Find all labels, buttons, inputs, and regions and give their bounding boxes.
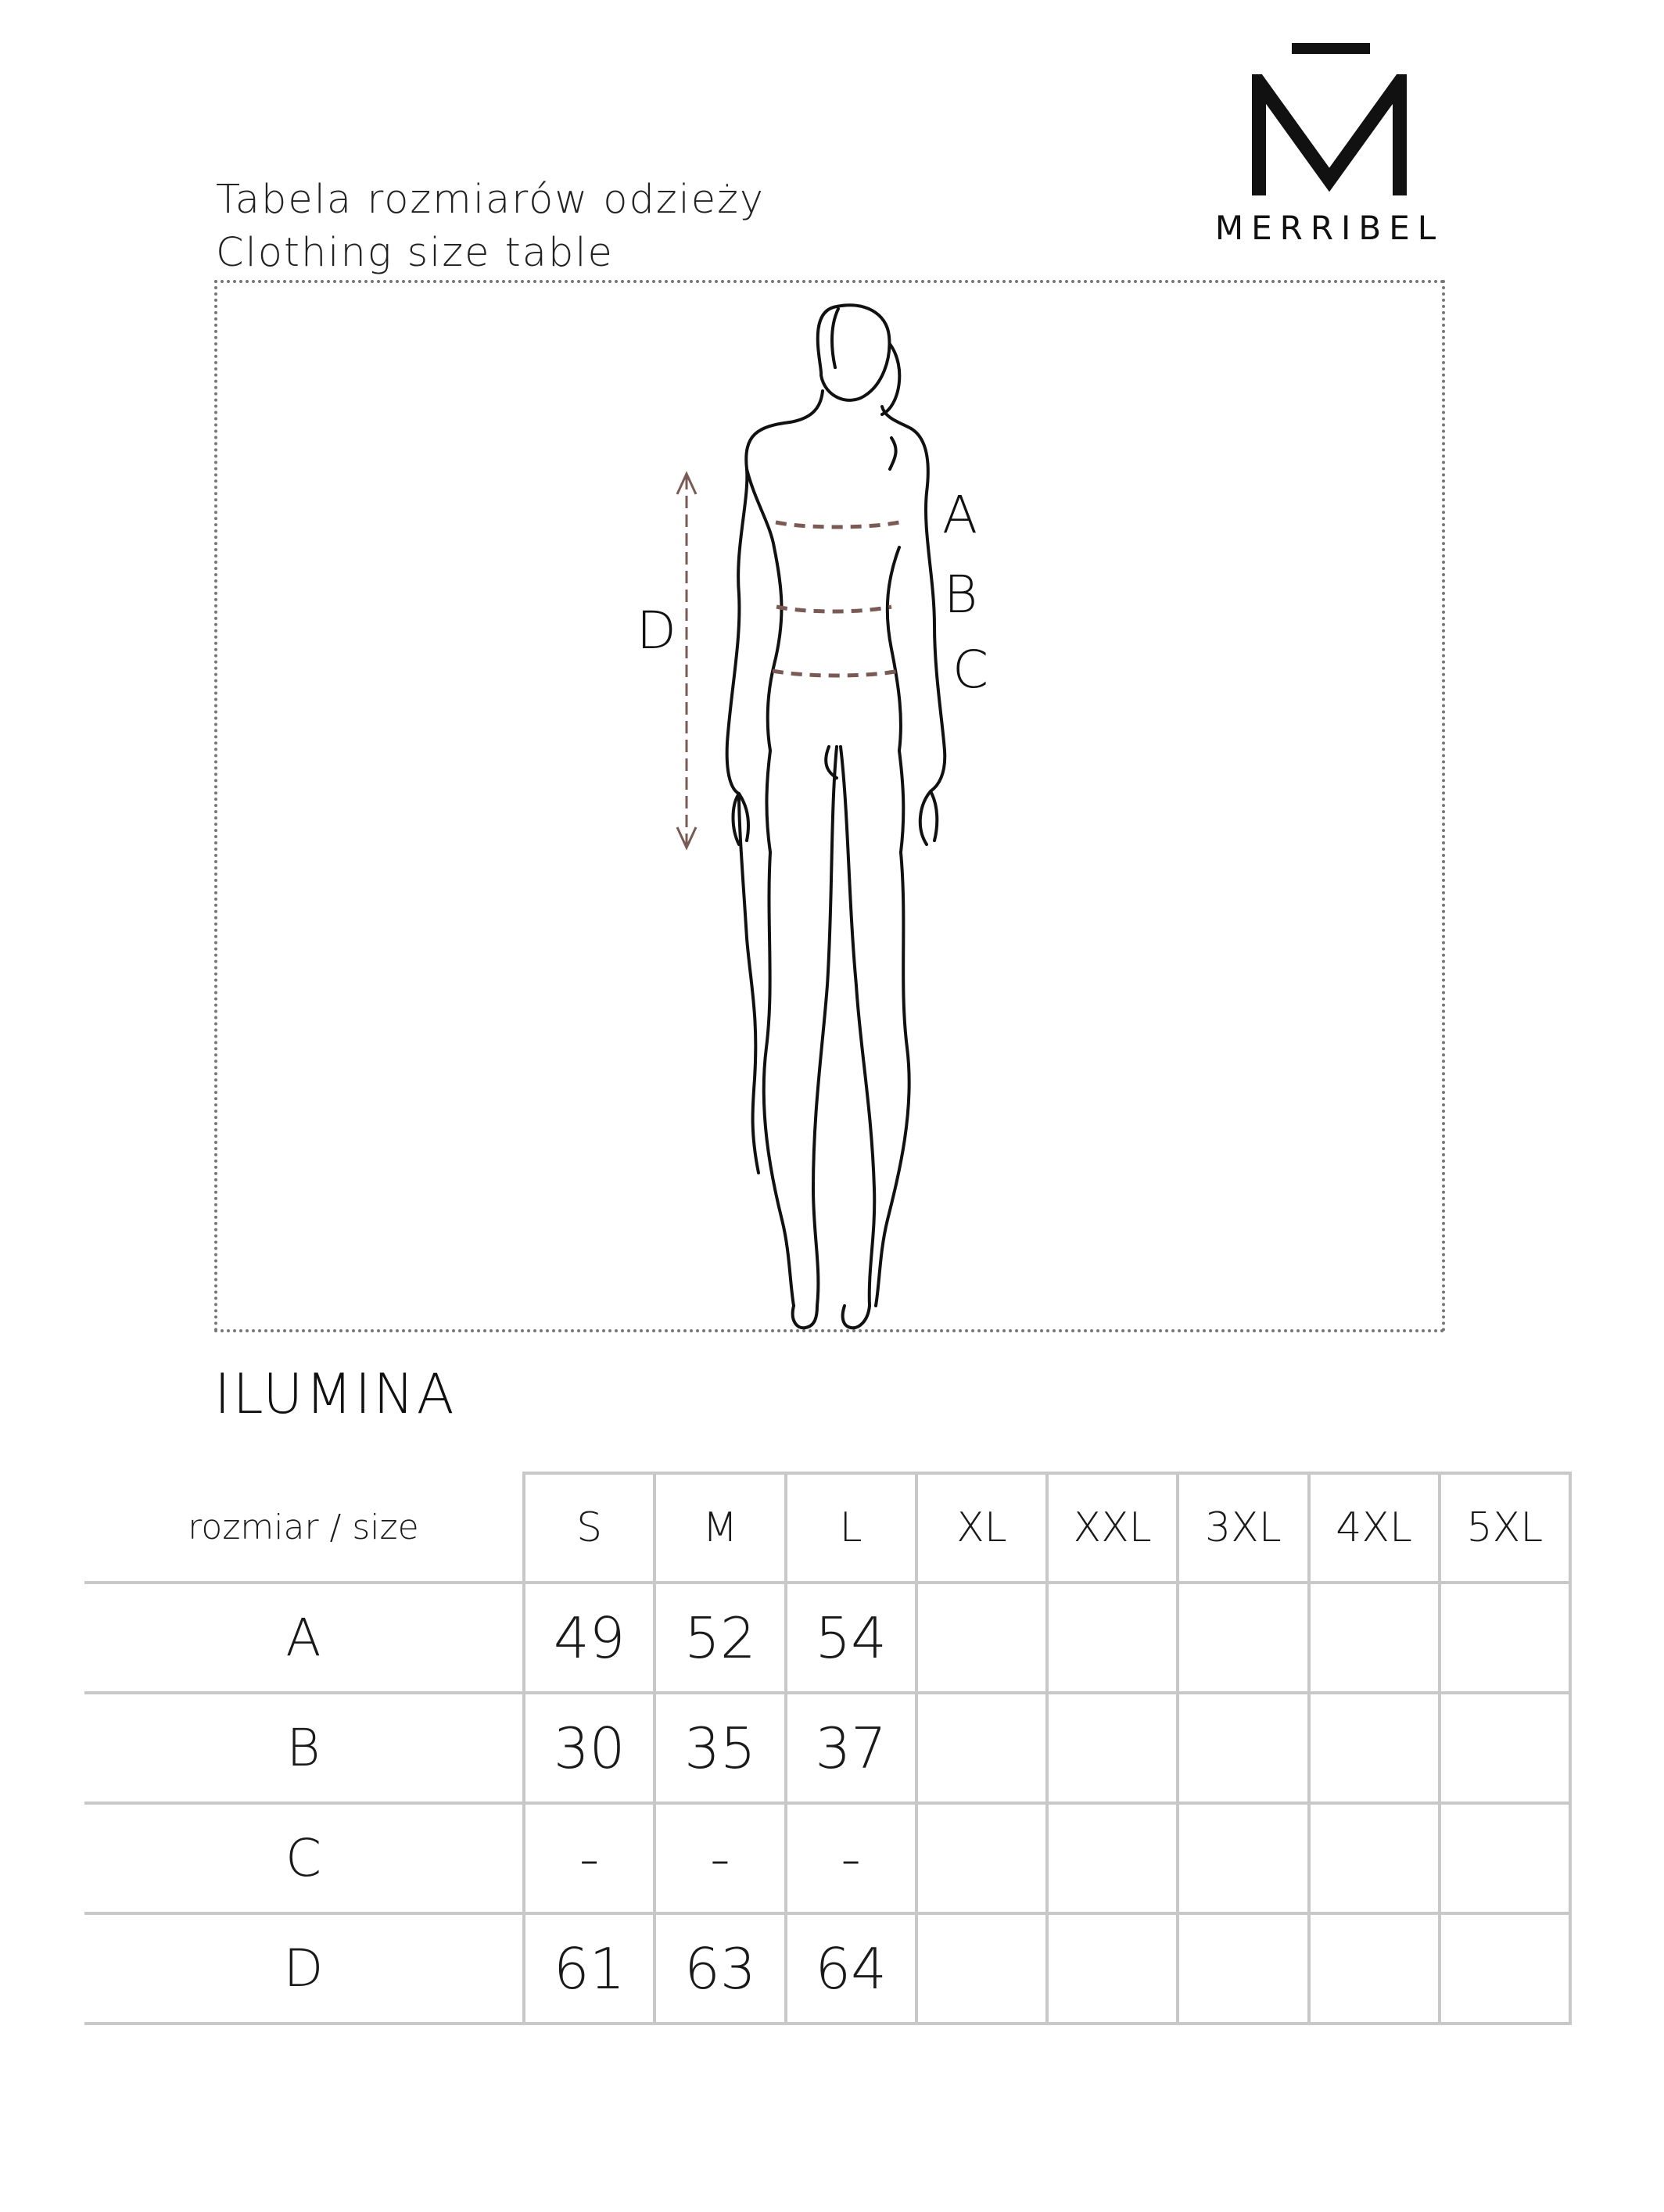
size-col-3xl: 3XL <box>1178 1473 1308 1583</box>
size-col-xxl: XXL <box>1047 1473 1178 1583</box>
label-a: A <box>942 485 978 545</box>
table-cell <box>916 1913 1047 2024</box>
row-label: A <box>84 1583 524 1693</box>
row-label: B <box>84 1693 524 1803</box>
table-cell: 54 <box>786 1583 916 1693</box>
table-cell <box>1440 1803 1570 1913</box>
brand-name: MERRIBEL <box>1214 209 1444 247</box>
size-header-row <box>84 1473 1570 1583</box>
logo-macron <box>1292 43 1370 54</box>
diagram-frame <box>214 280 1445 1332</box>
size-col-s: S <box>524 1473 654 1583</box>
title-polish: Tabela rozmiarów odzieży <box>216 177 766 223</box>
label-b: B <box>944 565 978 625</box>
size-header-label: rozmiar / size <box>84 1473 524 1583</box>
size-col-m: M <box>654 1473 785 1583</box>
table-cell <box>1178 1913 1308 2024</box>
product-name: ILUMINA <box>214 1362 457 1426</box>
size-table <box>84 1472 1572 2025</box>
table-cell <box>1178 1803 1308 1913</box>
table-cell <box>1178 1693 1308 1803</box>
table-cell: 61 <box>524 1913 654 2024</box>
table-row <box>84 1803 1570 1913</box>
table-cell: - <box>654 1803 785 1913</box>
table-row <box>84 1583 1570 1693</box>
table-row <box>84 1913 1570 2024</box>
table-cell: 35 <box>654 1693 785 1803</box>
size-col-5xl: 5XL <box>1440 1473 1570 1583</box>
logo-m-icon <box>1251 74 1408 199</box>
table-cell <box>1309 1693 1440 1803</box>
table-cell <box>1440 1583 1570 1693</box>
table-cell: 49 <box>524 1583 654 1693</box>
label-c: C <box>952 640 989 700</box>
table-cell: 52 <box>654 1583 785 1693</box>
table-cell <box>1309 1583 1440 1693</box>
label-d: D <box>637 601 676 661</box>
row-label: D <box>84 1913 524 2024</box>
page-title <box>216 174 765 280</box>
table-cell <box>1047 1693 1178 1803</box>
table-cell <box>1309 1803 1440 1913</box>
table-cell <box>1178 1583 1308 1693</box>
size-col-xl: XL <box>916 1473 1047 1583</box>
table-cell: 37 <box>786 1693 916 1803</box>
table-cell <box>1309 1913 1440 2024</box>
table-cell <box>1047 1583 1178 1693</box>
size-col-4xl: 4XL <box>1309 1473 1440 1583</box>
table-row <box>84 1693 1570 1803</box>
merribel-logo <box>1204 43 1454 254</box>
table-cell <box>916 1693 1047 1803</box>
table-cell: 64 <box>786 1913 916 2024</box>
row-label: C <box>84 1803 524 1913</box>
table-cell: - <box>524 1803 654 1913</box>
table-cell <box>1440 1693 1570 1803</box>
table-cell <box>916 1583 1047 1693</box>
size-col-l: L <box>786 1473 916 1583</box>
table-cell: 30 <box>524 1693 654 1803</box>
table-cell <box>1047 1913 1178 2024</box>
table-cell <box>1047 1803 1178 1913</box>
title-english: Clothing size table <box>216 230 614 276</box>
table-cell <box>1440 1913 1570 2024</box>
table-cell <box>916 1803 1047 1913</box>
table-cell: 63 <box>654 1913 785 2024</box>
table-cell: - <box>786 1803 916 1913</box>
